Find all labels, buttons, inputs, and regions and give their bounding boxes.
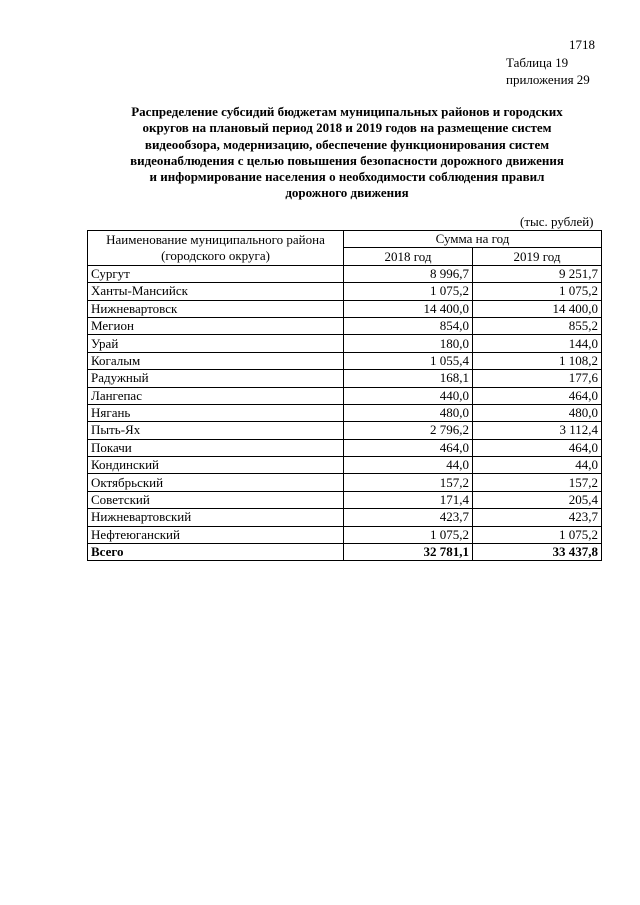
- cell-name: Советский: [88, 491, 344, 508]
- cell-2018: 1 075,2: [344, 526, 473, 543]
- cell-total-label: Всего: [88, 544, 344, 561]
- table-row: [88, 352, 602, 369]
- table-header-row: [88, 231, 602, 248]
- header-name-line-2: (городского округа): [161, 247, 270, 263]
- cell-2018: 171,4: [344, 491, 473, 508]
- title-line: Распределение субсидий бюджетам муниципальных районов и городских: [131, 104, 563, 119]
- cell-2019: 1 075,2: [473, 526, 602, 543]
- cell-2019: 157,2: [473, 474, 602, 491]
- cell-2018: 168,1: [344, 370, 473, 387]
- column-header-sum: Сумма на год: [344, 231, 602, 248]
- cell-name: Ханты-Мансийск: [88, 283, 344, 300]
- table-ref-line-2: приложения 29: [506, 72, 590, 87]
- cell-2018: 440,0: [344, 387, 473, 404]
- title-line: дорожного движения: [285, 185, 409, 201]
- table-row: [88, 370, 602, 387]
- table-row: [88, 265, 602, 282]
- cell-2019: 464,0: [473, 439, 602, 456]
- table-row: [88, 404, 602, 421]
- cell-2019: 1 108,2: [473, 352, 602, 369]
- cell-2019: 855,2: [473, 317, 602, 334]
- cell-2018: 1 075,2: [344, 283, 473, 300]
- cell-name: Урай: [88, 335, 344, 352]
- table-row: [88, 335, 602, 352]
- title-line: и информирование населения о необходимости соблюдения правил: [149, 169, 545, 185]
- table-row: [88, 387, 602, 404]
- table-row: [88, 526, 602, 543]
- cell-total-2018: 32 781,1: [344, 544, 473, 561]
- cell-2018: 14 400,0: [344, 300, 473, 317]
- table-ref-line-1: Таблица 19: [506, 55, 569, 70]
- table-reference: [506, 54, 590, 88]
- cell-2019: 464,0: [473, 387, 602, 404]
- cell-2018: 1 055,4: [344, 352, 473, 369]
- table-row: [88, 491, 602, 508]
- column-header-name: [88, 231, 344, 266]
- cell-2019: 423,7: [473, 509, 602, 526]
- title-line: видеообзора, модернизацию, обеспечение функционирования систем: [144, 136, 550, 152]
- table-total-row: [88, 544, 602, 561]
- cell-2018: 8 996,7: [344, 265, 473, 282]
- cell-name: Пыть-Ях: [88, 422, 344, 439]
- cell-2019: 177,6: [473, 370, 602, 387]
- table-row: [88, 283, 602, 300]
- cell-name: Нефтеюганский: [88, 526, 344, 543]
- document-title: [92, 104, 602, 202]
- cell-2019: 1 075,2: [473, 283, 602, 300]
- table-row: [88, 457, 602, 474]
- cell-2018: 44,0: [344, 457, 473, 474]
- table-row: [88, 439, 602, 456]
- cell-name: Лангепас: [88, 387, 344, 404]
- cell-name: Покачи: [88, 439, 344, 456]
- column-header-2019: 2019 год: [473, 248, 602, 265]
- header-name-line-1: Наименование муниципального района: [106, 231, 325, 247]
- table-row: [88, 300, 602, 317]
- table-row: [88, 317, 602, 334]
- column-header-2018: 2018 год: [344, 248, 473, 265]
- table-row: [88, 509, 602, 526]
- cell-name: Нижневартовский: [88, 509, 344, 526]
- cell-2018: 180,0: [344, 335, 473, 352]
- cell-2018: 854,0: [344, 317, 473, 334]
- cell-2019: 3 112,4: [473, 422, 602, 439]
- cell-name: Октябрьский: [88, 474, 344, 491]
- cell-name: Кондинский: [88, 457, 344, 474]
- cell-2018: 423,7: [344, 509, 473, 526]
- title-line: видеонаблюдения с целью повышения безопасности дорожного движения: [130, 152, 564, 168]
- cell-name: Нижневартовск: [88, 300, 344, 317]
- cell-2018: 157,2: [344, 474, 473, 491]
- cell-2019: 144,0: [473, 335, 602, 352]
- cell-name: Радужный: [88, 370, 344, 387]
- cell-name: Сургут: [88, 265, 344, 282]
- cell-2018: 480,0: [344, 404, 473, 421]
- cell-2018: 2 796,2: [344, 422, 473, 439]
- cell-2019: 480,0: [473, 404, 602, 421]
- units-label: (тыс. рублей): [520, 214, 594, 229]
- subsidies-table: [87, 230, 602, 561]
- cell-2019: 9 251,7: [473, 265, 602, 282]
- cell-2019: 14 400,0: [473, 300, 602, 317]
- title-line: округов на плановый период 2018 и 2019 годов на размещение систем: [142, 120, 552, 136]
- table-row: [88, 422, 602, 439]
- cell-name: Мегион: [88, 317, 344, 334]
- cell-2019: 205,4: [473, 491, 602, 508]
- cell-2018: 464,0: [344, 439, 473, 456]
- cell-total-2019: 33 437,8: [473, 544, 602, 561]
- table-row: [88, 474, 602, 491]
- cell-name: Нягань: [88, 404, 344, 421]
- cell-name: Когалым: [88, 352, 344, 369]
- page-number: 1718: [569, 37, 595, 52]
- cell-2019: 44,0: [473, 457, 602, 474]
